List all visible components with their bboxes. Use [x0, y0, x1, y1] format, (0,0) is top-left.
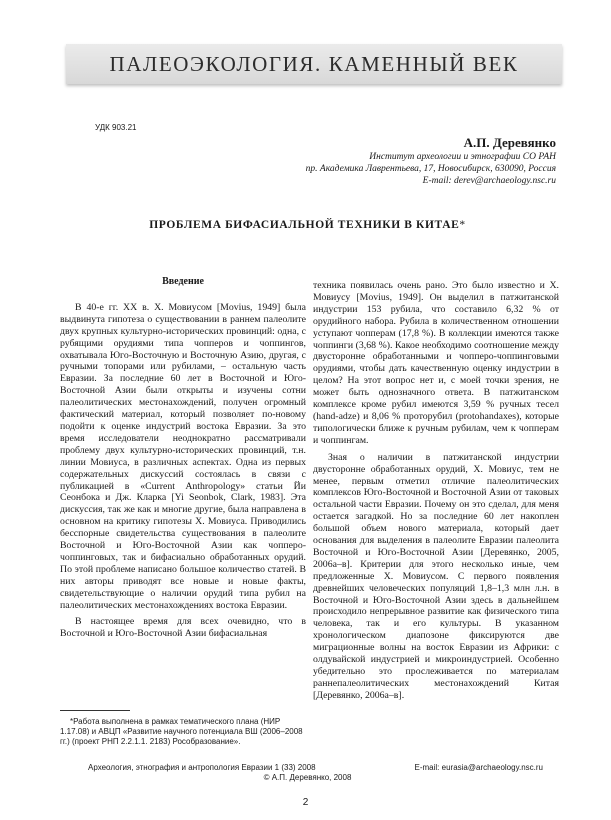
author-address: пр. Академика Лаврентьева, 17, Новосибирск, 630090, Россия [305, 164, 556, 174]
right-column [313, 280, 559, 702]
paragraph: В 40-е гг. XX в. Х. Мовиусом [Movius, 1949] была выдвинута гипотеза о существовании в раннем палеолите двух крупных культурно-исторических провинций: одна, с рубящими орудиями типа чопперов и чоппингов, охватывала Юго-Восточную и Восточную Азию, другая, с ручными топорами или рубилами, – остальную часть Евразии. За последние 60 лет в Восточной и Юго-Восточной Азии были открыты и изучены сотни палеолитических местонахождений, получен огромный фактический материал, который позволяет по-новому подойти к оценке индустрий востока Евразии. За это время исследователи неоднократно рассматривали проблему двух культурно-исторических провинций, т.н. линии Мовиуса, в различных аспектах. Одна из первых содержательных дискуссий состоялась в связи с публикацией в «Current Anthropology» статьи Йи Сеонбока и Дж. Кларка [Yi Seonbok, Clark, 1983]. Эта дискуссия, так же как и многие другие, была направлена в основном на критику гипотезы Х. Мовиуса. Приводились бесспорные свидетельства существования в палеолите Восточной и Юго-Восточной Азии как чопперо-чоппинговых, так и бифасиально обработанных орудий. По этой проблеме написано большое количество статей. В них авторы приводят все новые и новые факты, свидетельствующие о наличии орудий типа рубил на палеолитических местонахождениях востока Евразии. [60, 301, 306, 611]
author-block [236, 134, 556, 187]
journal-email[interactable]: E-mail: eurasia@archaeology.nsc.ru [414, 763, 543, 772]
author-name: А.П. Деревянко [463, 135, 556, 150]
paragraph: Зная о наличии в патжитанской индустрии двусторонне обработанных орудий, Х. Мовиус, тем не менее, первым отметил отличие палеолитических комплексов Юго-Восточной и Восточной Азии от таковых остальной части Евразии. Почему он это сделал, для меня остается загадкой. Но за последние 60 лет накоплен большой объем нового материала, который дает основания для выделения в палеолите Евразии палеолита Восточной и Юго-Восточной Азии [Деревянко, 2005, 2006а–в]. Критерии для этого несколько иные, чем предложенные Х. Мовиусом. С первого появления древнейших человеческих популяций 1,8–1,3 млн л.н. в Восточной и Юго-Восточной Азии здесь в дальнейшем происходило непрерывное развитие как физического типа человека, так и его культуры. В указанном хронологическом диапозоне фиксируются две миграционные волны на восток Евразии из Африки: с олдувайской индустрией и микроиндустрией. Особенно убедительно это прослеживается по материалам раннепалеолитических местонахождений Китая [Деревянко, 2006а–в]. [313, 451, 559, 701]
author-institute: Институт археологии и этнографии СО РАН [369, 152, 556, 162]
article-title [60, 219, 555, 231]
journal-citation: Археология, этнография и антропология Евразии 1 (33) 2008 [88, 763, 316, 772]
footnote-mark[interactable]: * [459, 219, 466, 231]
footnote-divider [60, 710, 130, 711]
footnote: *Работа выполнена в рамках тематического плана (НИР 1.17.08) и АВЦП «Развитие научного потенциала ВШ (2006–2008 гг.) (проект РНП 2.2.1.1. 2183) Рособразование». [60, 717, 303, 746]
author-email[interactable]: E-mail: derev@archaeology.nsc.ru [422, 176, 556, 186]
paragraph: В настоящее время для всех очевидно, что в Восточной и Юго-Восточной Азии бифасиальная [60, 616, 306, 640]
section-banner [66, 44, 562, 84]
page-footer [60, 763, 555, 783]
left-column [60, 276, 306, 640]
udk-code: УДК 903.21 [95, 123, 137, 132]
section-title: ПАЛЕОЭКОЛОГИЯ. КАМЕННЫЙ ВЕК [109, 51, 519, 76]
section-heading-introduction: Введение [162, 276, 204, 287]
page-number: 2 [302, 797, 309, 808]
copyright: © А.П. Деревянко, 2008 [263, 773, 352, 782]
article-title-text: ПРОБЛЕМА БИФАСИАЛЬНОЙ ТЕХНИКИ В КИТАЕ [149, 219, 460, 231]
paragraph: техника появилась очень рано. Это было известно и Х. Мовиусу [Movius, 1949]. Он выделил в патжитанской индустрии 153 рубила, что составило 6,32 % от орудийного набора. Рубила в количественном отношении уступают чопперам (17,8 %). В коллекции имеются также чоппинги (3,68 %). Какое необходимо соотношение между двусторонне обработанными и чопперо-чоппинговыми орудиями, чтобы дать качественную оценку индустрии в целом? На этот вопрос нет и, с моей точки зрения, не может быть однозначного ответа. В патжитанском комплексе кроме рубил имеются 3,59 % ручных тесел (hand-adze) и 8,06 % проторубил (protohandaxes), которые типологически ближе к ручным рубилам, чем к чопперам и чоппингам. [313, 280, 559, 446]
